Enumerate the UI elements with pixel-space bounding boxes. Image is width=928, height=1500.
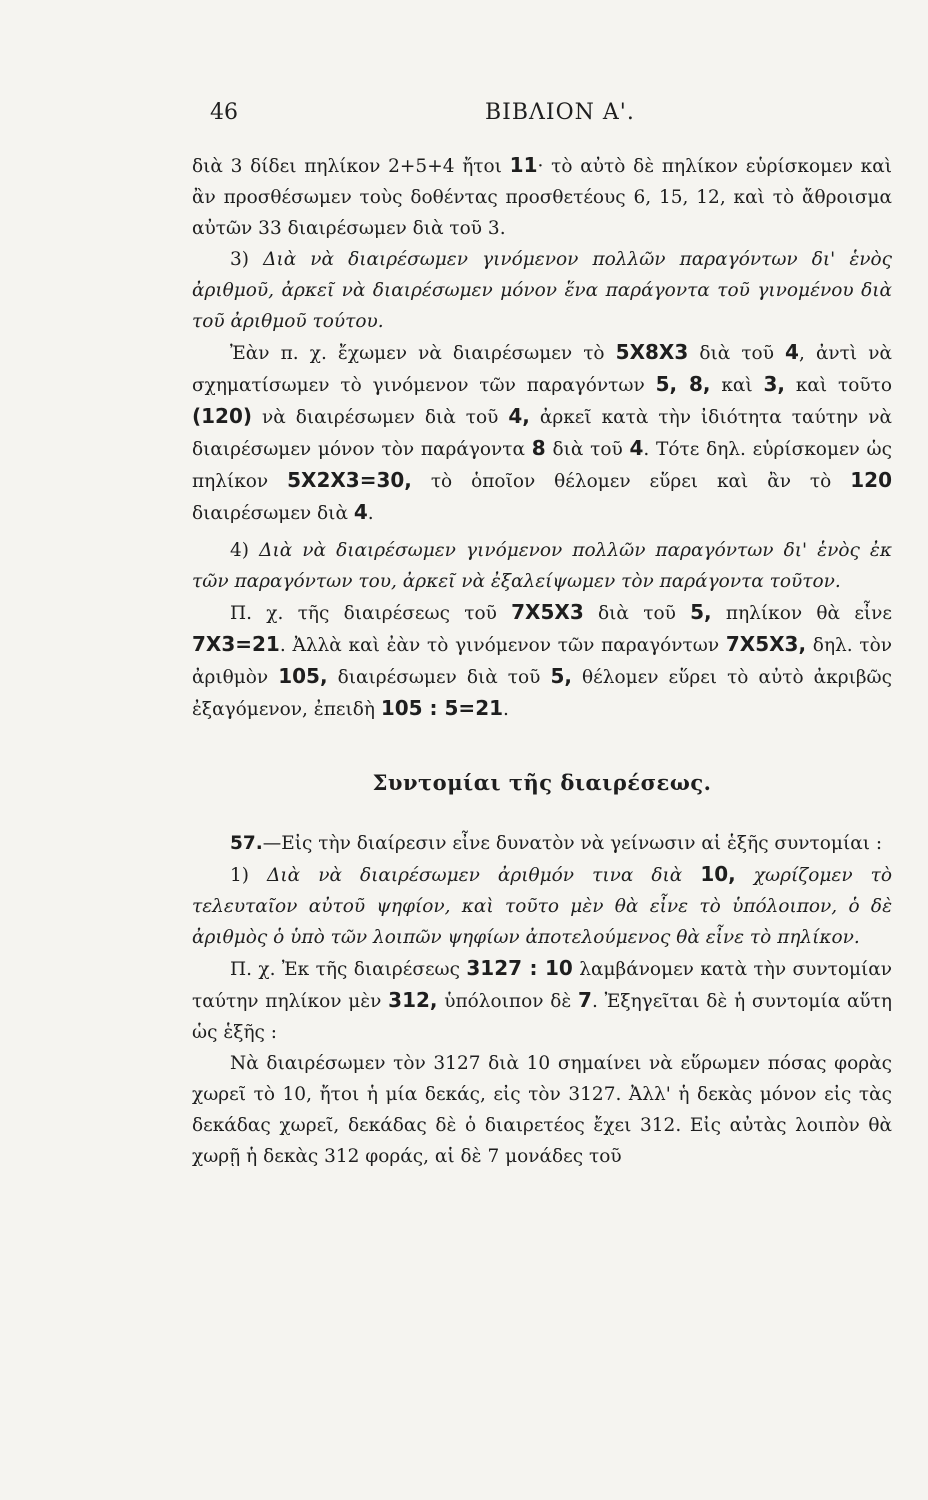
text-run: διὰ τοῦ bbox=[688, 343, 786, 364]
number-run: 4, bbox=[508, 404, 530, 428]
text-run: καὶ bbox=[710, 375, 764, 396]
text-run: ὑπόλοιπον δὲ bbox=[437, 991, 579, 1012]
number-run: 120 bbox=[850, 468, 892, 492]
section-number: 57. bbox=[230, 833, 263, 854]
number-run: 5, bbox=[550, 664, 572, 688]
text-run: διαιρέσωμεν διὰ τοῦ bbox=[327, 667, 551, 688]
text-run: . bbox=[503, 699, 509, 720]
text-run: διὰ 3 δίδει πηλίκον 2+5+4 ἤτοι bbox=[192, 156, 510, 177]
number-run: 5X8X3 bbox=[615, 340, 689, 364]
section-heading: Συντομίαι τῆς διαιρέσεως. bbox=[372, 770, 712, 795]
explanation-paragraph bbox=[192, 1048, 892, 1172]
rule-4 bbox=[192, 535, 892, 597]
text-run: πηλίκον θὰ εἶνε bbox=[711, 603, 892, 624]
shortcut-1 bbox=[192, 859, 892, 953]
rule-number: 3) bbox=[230, 249, 264, 270]
number-run: 11 bbox=[509, 153, 538, 177]
rule-number: 4) bbox=[230, 540, 260, 561]
number-run: 3127 : 10 bbox=[466, 956, 573, 980]
text-run: καὶ τοῦτο bbox=[785, 375, 893, 396]
text-run: —Εἰς τὴν διαίρεσιν εἶνε δυνατὸν νὰ γείνωσιν αἱ ἑξῆς συντομίαι : bbox=[262, 833, 883, 854]
rule-3 bbox=[192, 244, 892, 337]
number-run: 7X5X3 bbox=[511, 600, 584, 624]
paragraph-continuation bbox=[192, 150, 892, 244]
text-run: ἀρκεῖ κατὰ τὴν ἰδιότητα ταύτην νὰ διαιρέσωμεν μόνον τὸν παράγοντα bbox=[192, 407, 892, 460]
text-run: Π. χ. Ἐκ τῆς διαιρέσεως bbox=[230, 959, 467, 980]
number-run: 4 bbox=[629, 436, 644, 460]
rule-text: Διὰ νὰ διαιρέσωμεν γινόμενον πολλῶν παραγόντων δι' ἑνὸς ἀριθμοῦ, ἀρκεῖ νὰ διαιρέσωμεν μόνον ἕνα παράγοντα τοῦ γινομένου διὰ τοῦ ἀριθμοῦ τούτου. bbox=[192, 249, 892, 332]
rule-number: 1) bbox=[230, 865, 268, 886]
running-title: ΒΙΒΛΙΟΝ Α'. bbox=[485, 100, 635, 125]
text-run: δηλ. τὸν ἀριθμὸν bbox=[192, 635, 892, 688]
text-run: Π. χ. τῆς διαιρέσεως τοῦ bbox=[230, 603, 512, 624]
example-4 bbox=[192, 597, 892, 725]
text-run: νὰ διαιρέσωμεν διὰ τοῦ bbox=[252, 407, 509, 428]
number-run: 5, bbox=[690, 600, 712, 624]
number-run: 7X5X3, bbox=[725, 632, 807, 656]
number-run: 105, bbox=[278, 664, 328, 688]
page-number: 46 bbox=[210, 100, 238, 125]
number-run: 3, bbox=[763, 372, 786, 396]
number-run: 5X2X3=30, bbox=[287, 468, 412, 492]
text-run: , ἀντὶ νὰ σχηματίσωμεν τὸ γινόμενον τῶν παραγόντων bbox=[192, 343, 893, 396]
text-run: θέλομεν εὕρει τὸ αὐτὸ ἀκριβῶς ἐξαγόμενον, ἐπειδὴ bbox=[192, 667, 892, 720]
text-run: διὰ τοῦ bbox=[583, 603, 691, 624]
page-body bbox=[192, 150, 892, 1172]
number-run: 105 : 5=21 bbox=[380, 696, 504, 720]
number-run: 7X3=21 bbox=[192, 632, 280, 656]
text-run: τὸ ὁποῖον θέλομεν εὕρει καὶ ἂν τὸ bbox=[411, 471, 851, 492]
paragraph-57 bbox=[192, 828, 892, 859]
text-run: . bbox=[367, 503, 374, 524]
text-run: Ἐὰν π. χ. ἔχωμεν νὰ διαιρέσωμεν τὸ bbox=[230, 343, 616, 364]
rule-text: Διὰ νὰ διαιρέσωμεν γινόμενον πολλῶν παραγόντων δι' ἑνὸς ἐκ τῶν παραγόντων του, ἀρκεῖ νὰ ἐξαλείψωμεν τὸν παράγοντα τοῦτον. bbox=[192, 540, 892, 592]
text-run: . Ἀλλὰ καὶ ἐὰν τὸ γινόμενον τῶν παραγόντων bbox=[279, 635, 726, 656]
rule-text: χωρίζομεν τὸ τελευταῖον αὐτοῦ ψηφίον, καὶ τοῦτο μὲν θὰ εἶνε τὸ ὑπόλοιπον, ὁ δὲ ἀριθμὸς ὁ ὑπὸ τῶν λοιπῶν ψηφίων ἀποτελούμενος θὰ εἶνε τὸ πηλίκον. bbox=[192, 865, 893, 948]
text-run: . Ἐξηγεῖται δὲ ἡ συντομία αὕτη ὡς ἑξῆς : bbox=[192, 991, 892, 1043]
number-run: 7 bbox=[578, 988, 592, 1012]
text-run: . Τότε δηλ. εὑρίσκομεν ὡς πηλίκον bbox=[192, 439, 892, 492]
text-run: · τὸ αὐτὸ δὲ πηλίκον εὑρίσκομεν καὶ ἂν προσθέσωμεν τοὺς δοθέντας προσθετέους 6, 15, 12, καὶ τὸ ἄθροισμα αὐτῶν 33 διαιρέσωμεν διὰ τοῦ 3. bbox=[192, 156, 892, 239]
example-3 bbox=[192, 337, 892, 529]
number-run: 8 bbox=[531, 436, 546, 460]
number-run: 4 bbox=[785, 340, 799, 364]
number-run: 4 bbox=[353, 500, 368, 524]
text-run: διὰ τοῦ bbox=[545, 439, 630, 460]
example-shortcut-1 bbox=[192, 953, 892, 1048]
text-run: διαιρέσωμεν διὰ bbox=[192, 503, 354, 524]
number-run: 312, bbox=[388, 988, 438, 1012]
text-run: λαμβάνομεν κατὰ τὴν συντομίαν ταύτην πηλίκον μὲν bbox=[192, 959, 892, 1012]
number-run: 10, bbox=[700, 862, 736, 886]
text-run: Νὰ διαιρέσωμεν τὸν 3127 διὰ 10 σημαίνει νὰ εὕρωμεν πόσας φορὰς χωρεῖ τὸ 10, ἤτοι ἡ μία δεκάς, εἰς τὸν 3127. Ἀλλ' ἡ δεκὰς μόνον εἰς τὰς δεκάδας χωρεῖ, δεκάδας δὲ ὁ διαιρετέος ἔχει 312. Εἰς αὐτὰς λοιπὸν θὰ χωρῇ ἡ δεκὰς 312 φοράς, αἱ δὲ 7 μονάδες τοῦ bbox=[192, 1053, 892, 1167]
page-header bbox=[210, 92, 890, 132]
number-run: 5, 8, bbox=[655, 372, 711, 396]
rule-text: Διὰ νὰ διαιρέσωμεν ἀριθμόν τινα διὰ bbox=[267, 865, 701, 886]
number-run: (120) bbox=[192, 404, 253, 428]
